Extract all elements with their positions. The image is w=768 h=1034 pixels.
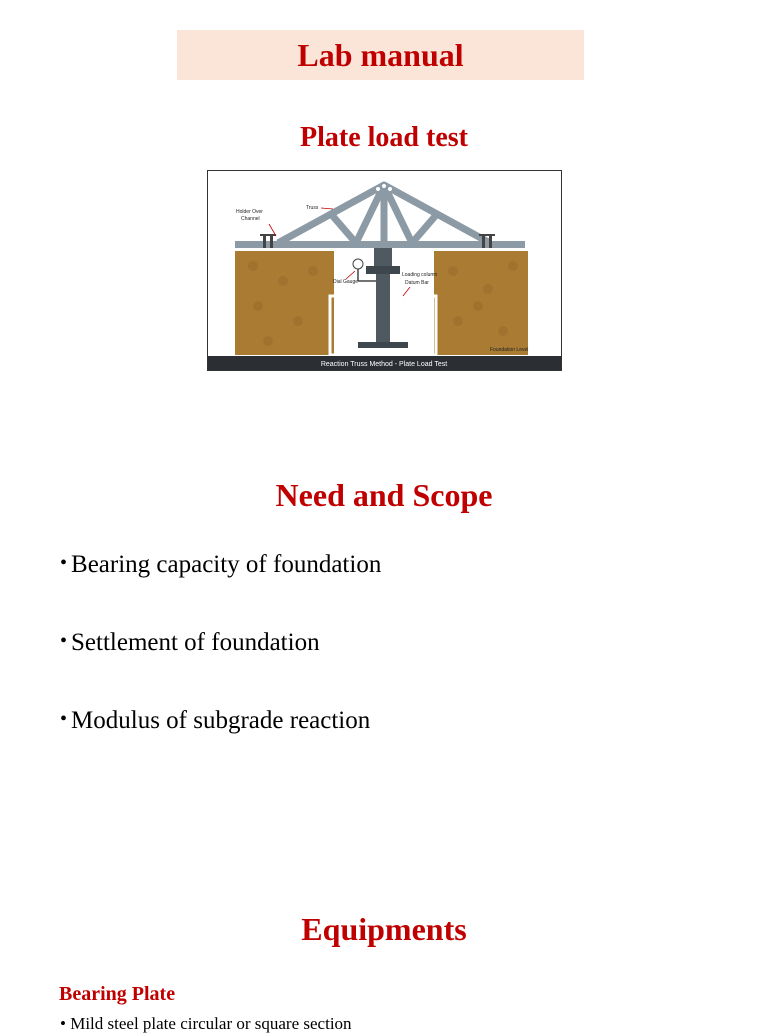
partial-text-line: • Mild steel plate circular or square section (60, 1014, 352, 1033)
label-holder-1: Holder Over (236, 209, 263, 215)
label-loading-column: Loading column (402, 272, 438, 278)
bullet-item: • Bearing capacity of foundation (60, 551, 382, 578)
reaction-truss (278, 185, 490, 243)
bullet-icon: • (60, 708, 68, 730)
label-dial-gauge: Dial Gauge (333, 279, 359, 285)
bullet-item: • Settlement of foundation (60, 629, 320, 656)
label-foundation-level: Foundation Level (490, 347, 529, 353)
loading-column (376, 274, 390, 342)
subheading-bearing-plate: Bearing Plate (59, 983, 176, 1005)
figure-illustration (208, 171, 561, 370)
label-holder-2: Channel (241, 216, 260, 222)
title-banner (177, 30, 584, 80)
plate-load-test-figure (207, 170, 562, 371)
bullet-item: • Modulus of subgrade reaction (60, 707, 371, 734)
label-truss: Truss (306, 205, 319, 211)
bullet-icon: • (60, 630, 68, 652)
section-heading-equipments: Equipments (301, 911, 467, 947)
page-title: Lab manual (297, 36, 464, 73)
hydraulic-jack (374, 248, 392, 266)
label-datum-bar: Datum Bar (405, 280, 429, 286)
dial-gauge (353, 259, 363, 269)
section-heading-plate-load-test: Plate load test (300, 122, 468, 153)
section-heading-need-and-scope: Need and Scope (275, 477, 493, 513)
bearing-plate (358, 342, 408, 348)
figure-caption: Reaction Truss Method - Plate Load Test (320, 361, 448, 368)
bullet-icon: • (60, 552, 68, 574)
